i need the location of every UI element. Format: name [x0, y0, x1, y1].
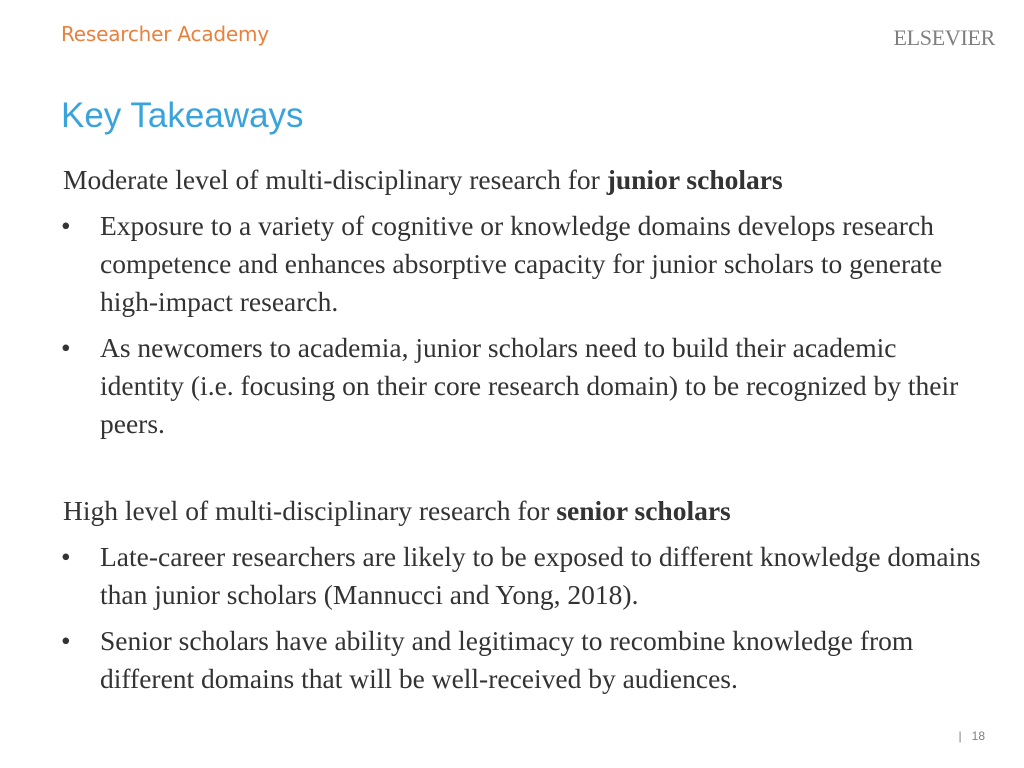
section-heading — [61, 492, 981, 530]
slide-content — [61, 161, 981, 698]
section-heading-emphasis: senior scholars — [556, 495, 731, 526]
bullet-text: As newcomers to academia, junior scholars need to build their academic identity (i.e. focusing on their core research domain) to be recognized by their peers. — [100, 332, 959, 439]
bullet-item — [61, 538, 981, 614]
section-senior-scholars — [61, 492, 981, 698]
bullet-icon: • — [61, 541, 71, 572]
bullet-item — [61, 622, 981, 698]
bullet-icon: • — [61, 332, 71, 363]
elsevier-logo: ELSEVIER — [893, 25, 995, 50]
section-heading-text: High level of multi-disciplinary research for — [63, 495, 557, 526]
bullet-text: Senior scholars have ability and legitimacy to recombine knowledge from different domains that will be well-received by audiences. — [100, 625, 914, 694]
researcher-academy-logo: Researcher Academy — [61, 22, 269, 46]
bullet-item — [61, 207, 981, 321]
bullet-text: Late-career researchers are likely to be exposed to different knowledge domains than junior scholars (Mannucci and Yong, 2018). — [100, 541, 981, 610]
section-heading — [61, 161, 981, 199]
bullet-list — [61, 207, 981, 443]
bullet-item — [61, 329, 981, 443]
page-number-value: 18 — [971, 729, 985, 743]
page-number — [959, 729, 985, 743]
bullet-list — [61, 538, 981, 698]
page-separator: | — [958, 729, 962, 743]
slide-title: Key Takeaways — [61, 96, 304, 135]
bullet-icon: • — [61, 625, 71, 656]
bullet-text: Exposure to a variety of cognitive or knowledge domains develops research competence and enhances absorptive capacity for junior scholars to generate high-impact research. — [100, 210, 943, 317]
section-junior-scholars — [61, 161, 981, 443]
bullet-icon: • — [61, 210, 71, 241]
section-heading-text: Moderate level of multi-disciplinary research for — [63, 164, 607, 195]
section-heading-emphasis: junior scholars — [606, 164, 783, 195]
